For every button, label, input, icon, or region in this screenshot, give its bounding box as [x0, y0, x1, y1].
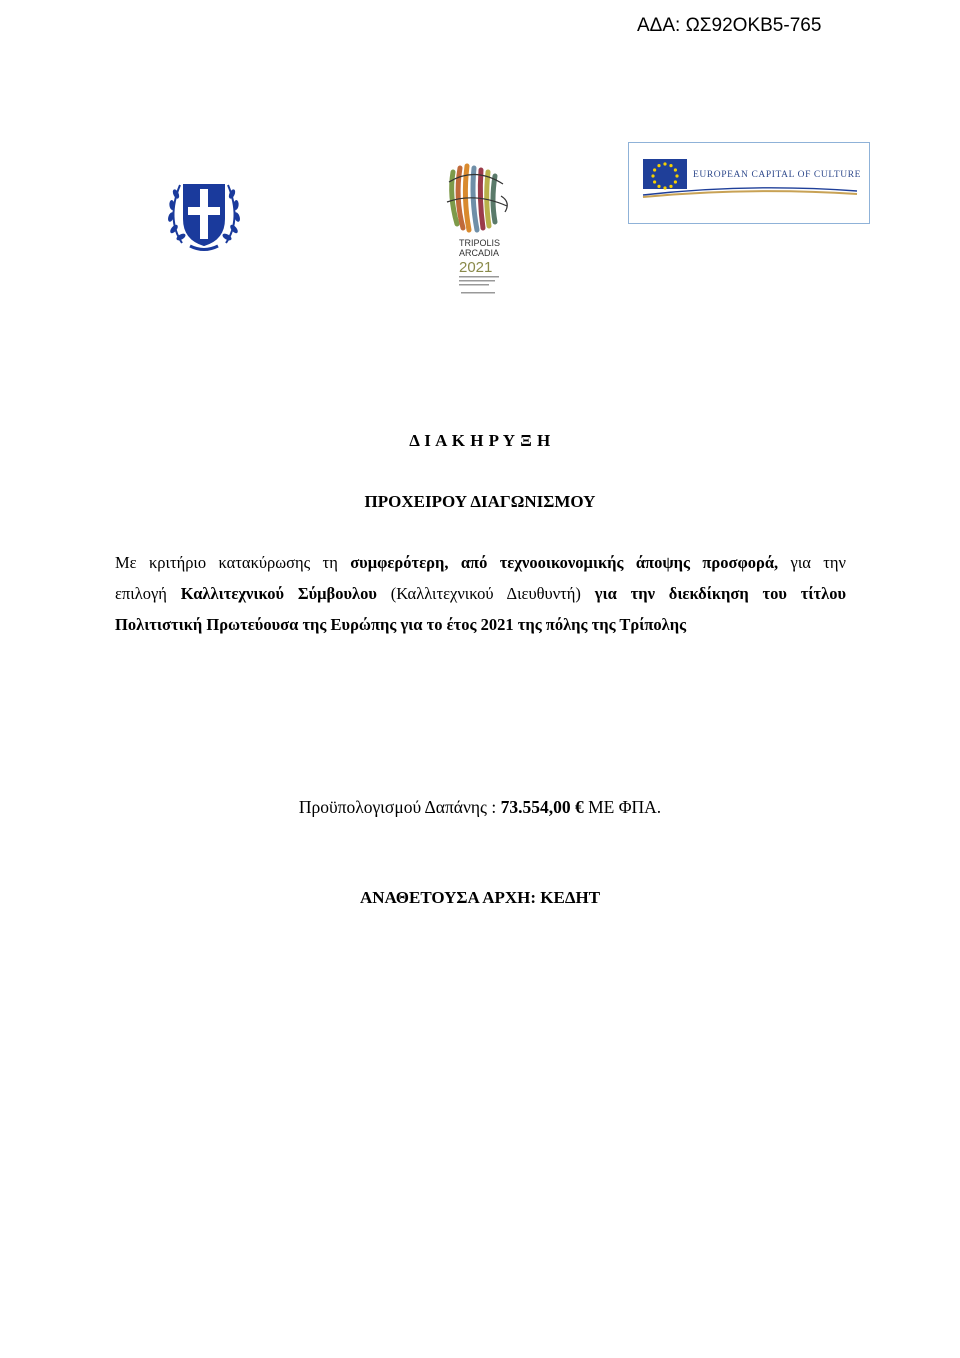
ecoc-text: EUROPEAN CAPITAL OF CULTURE — [693, 170, 862, 180]
paragraph-line-2 — [115, 578, 846, 609]
budget-suffix: ΜΕ ΦΠΑ. — [583, 797, 662, 817]
ada-code: ΑΔΑ: ΩΣ92ΟΚΒ5-765 — [637, 15, 822, 36]
contracting-authority: ΑΝΑΘΕΤΟΥΣΑ ΑΡΧΗ: ΚΕΔΗΤ — [359, 888, 601, 907]
paragraph-line-3 — [115, 609, 846, 640]
arcadia-text: ARCADIA — [459, 248, 500, 258]
tripolis-text: TRIPOLIS — [459, 238, 501, 248]
bold-segment: Καλλιτεχνικού Σύμβουλου — [180, 584, 377, 603]
document-title: Δ Ι Α Κ Η Ρ Υ Ξ Η — [409, 431, 551, 450]
tripolis-2021-logo — [419, 146, 533, 306]
greek-coat-of-arms-logo — [160, 169, 248, 257]
text-segment: (Καλλιτεχνικού Διευθυντή) — [376, 584, 595, 603]
bold-segment: Πολιτιστική Πρωτεύουσα της Ευρώπης για το έτος 2021 της πόλης της Τρίπολης — [115, 615, 687, 634]
bold-segment: συμφερότερη, από τεχνοοικονομικής άποψης προσφορά, — [350, 553, 779, 572]
year-text: 2021 — [459, 259, 493, 276]
subject-paragraph — [115, 547, 846, 640]
budget-label: Προϋπολογισμού Δαπάνης : — [298, 797, 501, 817]
european-capital-of-culture-logo — [628, 142, 870, 224]
document-subtitle: ΠΡΟΧΕΙΡΟΥ ΔΙΑΓΩΝΙΣΜΟΥ — [364, 492, 596, 511]
text-segment: για την — [778, 553, 846, 572]
bold-segment: για την διεκδίκηση του τίτλου — [594, 584, 847, 603]
text-segment: επιλογή — [115, 584, 181, 603]
text-segment: Με κριτήριο κατακύρωσης τη — [115, 553, 351, 572]
budget-line — [0, 797, 960, 818]
paragraph-line-1 — [115, 547, 846, 578]
budget-amount: 73.554,00 € — [500, 797, 584, 817]
